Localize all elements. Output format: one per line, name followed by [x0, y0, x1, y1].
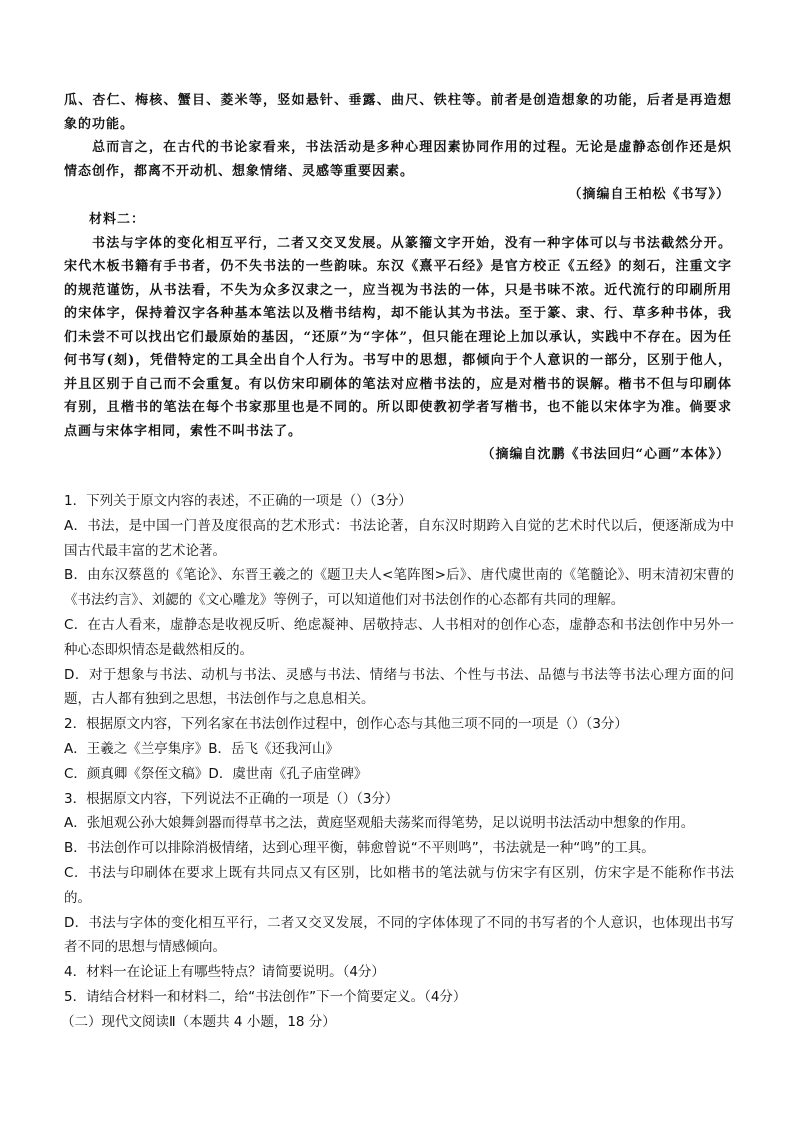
question-1-option-a: A．书法，是中国一门普及度很高的艺术形式：书法论著，自东汉时期跨入自觉的艺术时代以后，便逐渐成为中国古代最丰富的艺术论著。	[64, 517, 734, 559]
material-two	[64, 208, 732, 467]
question-3-option-c: C．书法与印刷体在要求上既有共同点又有区别，比如楷书的笔法就与仿宋字有区别，仿宋字是不能称作书法的。	[64, 864, 734, 906]
material-one-source: （摘编自王柏松《书写》）	[568, 187, 730, 202]
question-1-option-b: B．由东汉蔡邕的《笔论》、东晋王羲之的《题卫夫人<笔阵图>后》、唐代虞世南的《笔髓论》、明末清初宋曹的《书法约言》、刘勰的《文心雕龙》等例子，可以知道他们对书法创作的心态都有共同的理解。	[64, 567, 734, 609]
question-3-option-d: D．书法与字体的变化相互平行，二者又交叉发展，不同的字体体现了不同的书写者的个人意识，也体现出书写者不同的思想与情感倾向。	[64, 914, 734, 956]
question-2-options-ab: A．王羲之《兰亭集序》B．岳飞《还我河山》	[64, 740, 339, 757]
material-two-body: 书法与字体的变化相互平行，二者又交叉发展。从篆籀文字开始，没有一种字体可以与书法截然分开。宋代木板书籍有手书者，仍不失书法的一些韵味。东汉《熹平石经》是官方校正《五经》的刻石，注重文字的规范谨饬，从书法看，不失为众多汉隶之一，应当视为书法的一体，只是书味不浓。近代流行的印刷所用的宋体字，保持着汉字各种基本笔法以及楷书结构，却不能认其为书法。至于篆、隶、行、草多种书体，我们未尝不可以找出它们最原始的基因，“还原”为“字体”，但只能在理论上加以承认，实践中不存在。因为任何书写(刻)，凭借特定的工具全出自个人行为。书写中的思想，都倾向于个人意识的一部分，区别于他人，并且区别于自己而不会重复。有以仿宋印刷体的笔法对应楷书法的，应是对楷书的误解。楷书不但与印刷体有别，且楷书的笔法在每个书家那里也是不同的。所以即使教初学者写楷书，也不能以宋体字为准。倘要求点画与宋体字相同，索性不叫书法了。	[64, 235, 732, 439]
material-one-summary-paragraph: 总而言之，在古代的书论家看来，书法活动是多种心理因素协同作用的过程。无论是虚静态创作还是炽情态创作，都离不开动机、想象情绪、灵感等重要因素。	[64, 140, 732, 179]
question-3-option-b: B．书法创作可以排除消极情绪，达到心理平衡，韩愈曾说“不平则鸣”，书法就是一种“鸣”的工具。	[64, 840, 655, 857]
question-1-stem: 1．下列关于原文内容的表述，不正确的一项是（）（3分）	[64, 493, 412, 509]
question-4: 4．材料一在论证上有哪些特点？请简要说明。（4分）	[64, 964, 385, 981]
question-3-option-a: A．张旭观公孙大娘舞剑器而得草书之法，黄庭坚观船夫荡桨而得笔势，足以说明书法活动中想象的作用。	[64, 815, 695, 832]
question-2-stem: 2．根据原文内容，下列名家在书法创作过程中，创作心态与其他三项不同的一项是（）（3分）	[64, 716, 628, 733]
question-5: 5．请结合材料一和材料二，给“书法创作”下一个简要定义。（4分）	[64, 988, 467, 1005]
question-2-options-cd: C．颜真卿《祭侄文稿》D．虞世南《孔子庙堂碑》	[64, 765, 368, 782]
material-two-heading: 材料二：	[89, 212, 146, 227]
material-one-continued-paragraph: 瓜、杏仁、梅核、蟹目、菱米等，竖如悬针、垂露、曲尺、铁柱等。前者是创造想象的功能，后者是再造想象的功能。	[64, 93, 732, 132]
material-two-source: （摘编自沈鹏《书法回归“心画”本体》）	[481, 447, 730, 462]
section-heading-modern-reading-2: （二）现代文阅读Ⅱ（本题共 4 小题，18 分）	[61, 1013, 336, 1030]
questions-block	[61, 489, 734, 1035]
question-3-stem: 3．根据原文内容，下列说法不正确的一项是（）（3分）	[64, 790, 399, 807]
question-1-option-d: D．对于想象与书法、动机与书法、灵感与书法、情绪与书法、个性与书法、品德与书法等书法心理方面的问题，古人都有独到之思想，书法创作与之息息相关。	[64, 666, 734, 708]
question-1-option-c: C．在古人看来，虚静态是收视反听、绝虑凝神、居敬持志、人书相对的创作心态，虚静态和书法创作中另外一种心态即炽情态是截然相反的。	[64, 616, 734, 658]
material-one-excerpt	[64, 89, 732, 207]
